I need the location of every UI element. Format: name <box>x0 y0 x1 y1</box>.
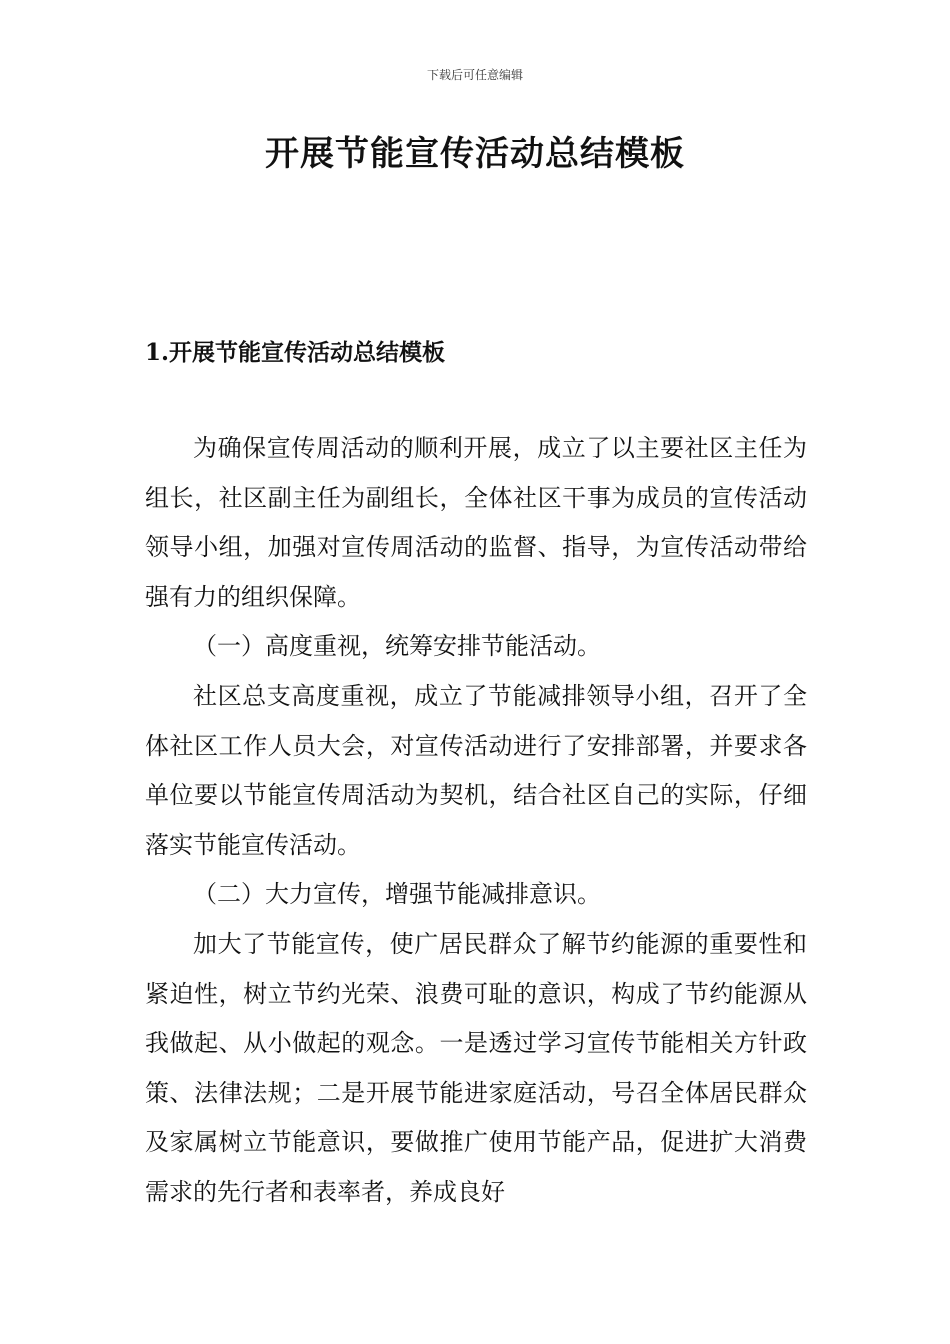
header-note: 下载后可任意编辑 <box>426 68 523 82</box>
document-title: 开展节能宣传活动总结模板 <box>265 134 685 174</box>
document-body <box>145 424 807 1218</box>
subheading-1: （一）高度重视，统筹安排节能活动。 <box>193 632 601 661</box>
paragraph-1: 为确保宣传周活动的顺利开展，成立了以主要社区主任为组长，社区副主任为副组长，全体社区干事为成员的宣传活动领导小组，加强对宣传周活动的监督、指导，为宣传活动带给强有力的组织保障。 <box>145 434 807 611</box>
section-heading: 1.开展节能宣传活动总结模板 <box>145 339 446 366</box>
subheading-2: （二）大力宣传，增强节能减排意识。 <box>193 880 601 909</box>
paragraph-3: 加大了节能宣传，使广居民群众了解节约能源的重要性和紧迫性，树立节约光荣、浪费可耻的意识，构成了节约能源从我做起、从小做起的观念。一是透过学习宣传节能相关方针政策、法律法规；二是开展节能进家庭活动，号召全体居民群众及家属树立节能意识，要做推广使用节能产品，促进扩大消费需求的先行者和表率者，养成良好 <box>145 929 807 1206</box>
paragraph-2: 社区总支高度重视，成立了节能减排领导小组，召开了全体社区工作人员大会，对宣传活动进行了安排部署，并要求各单位要以节能宣传周活动为契机，结合社区自己的实际，仔细落实节能宣传活动。 <box>145 681 807 859</box>
